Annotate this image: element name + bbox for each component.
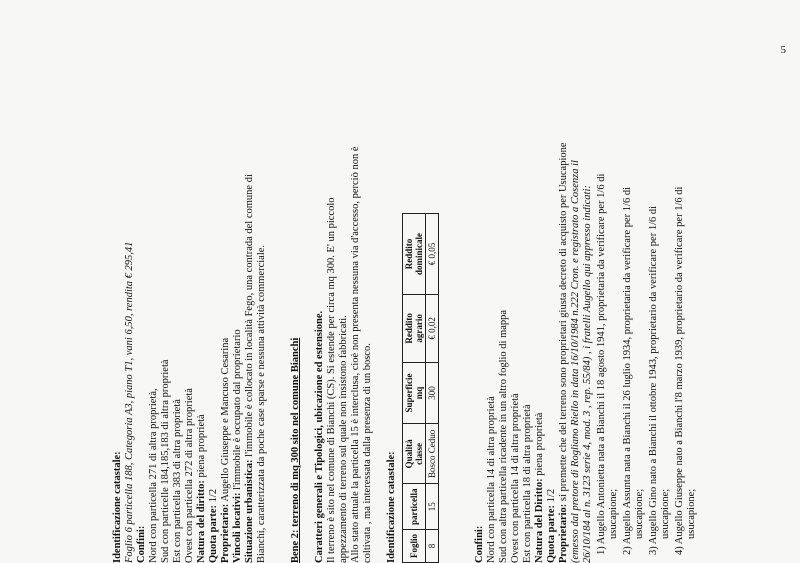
heir-item-cont: usucapione; (686, 488, 697, 539)
lot1-vincoli (232, 329, 244, 563)
heir-number: 1) (596, 546, 607, 555)
heir-number: 4) (674, 546, 685, 555)
lot1-confini-title: Confini: (136, 525, 147, 563)
lot2-quota-value: 1/2 (546, 488, 557, 505)
lot1-proprietario-label: Proprietario: (220, 503, 231, 563)
lot1-confine-west: Ovest con particella 272 di altra proprietà (184, 388, 195, 563)
lot1-confine-north: Nord con particella 271 di altra proprietà, (148, 388, 159, 563)
lot2-confini-title: Confini: (474, 525, 485, 563)
heir-number: 2) (622, 546, 633, 555)
lot2-quota-label: Quota parte: (546, 504, 557, 563)
col-reddito-dominicale: Reddito dominicale (403, 214, 426, 295)
lot1-natura (196, 414, 208, 563)
heir-item-cont: usucapione; (660, 488, 671, 539)
lot2-proprietario-label: Proprietario: (558, 503, 569, 563)
col-reddito-agrario: Reddito agrario (403, 295, 426, 363)
catasto-header-row (403, 214, 426, 563)
cell-particella: 15 (426, 484, 439, 530)
lot2-caratteri-line: appezzamento di terreno sul quale non insistono fabbricati. (338, 315, 349, 563)
catasto-table (402, 213, 439, 563)
lot1-situazione-value-1: l'immobile è collocato in località Fego, una contrada del comune di (244, 174, 255, 460)
heir-item-cont: usucapione; (634, 488, 645, 539)
lot2-confine-east: Est con particella 18 di altra proprietà (522, 404, 533, 563)
heir-text: Augello Antonietta nata a Bianchi il 18 agosto 1941, proprietaria da verificare per 1/6 di (596, 173, 607, 545)
lot2-ident-title: Identificazione catastale: (386, 451, 397, 563)
lot1-ident-value: Foglio 6 particella 188, Categoria A3, piano T1, vani 6,50, rendita € 295,41 (124, 241, 135, 563)
cell-foglio: 8 (426, 530, 439, 563)
lot2-proprietario-line: (emesso dal pretore di Rogliano Riello in data 16/10/1984 n.222 Cron. e registrato a Cosenza il (570, 160, 581, 563)
lot1-quota-value: 1/2 (208, 488, 219, 505)
lot1-natura-value: piena proprietà (196, 414, 207, 481)
heir-item-cont: usucapione; (608, 488, 619, 539)
lot1-proprietario-value: Augello Giuseppe e Mancuso Cesarina (220, 337, 231, 504)
lot1-vincoli-value: l'immobile è occupato dal proprietario (232, 329, 243, 493)
lot2-caratteri-title: Caratteri generali e Tipologici, ubicazione ed estensione. (314, 310, 325, 563)
lot1-ident-title: Identificazione catastale: (112, 451, 123, 563)
lot1-natura-label: Natura del diritto: (196, 480, 207, 563)
lot1-proprietario (220, 338, 232, 563)
lot2-proprietario (558, 142, 570, 563)
lot1-vincoli-label: Vincoli locativi: (232, 492, 243, 563)
lot2-confine-west: Ovest con particella 14 di altra proprietà (510, 393, 521, 563)
heir-text: Augello Giuseppe nato a Bianchi l'8 marzo 1939, proprietario da verificare per 1/6 di (674, 186, 685, 545)
heir-item (596, 174, 608, 555)
col-particella: particella (403, 484, 426, 530)
lot2-proprietario-line: si premette che del terreno sono proprietari giusta decreto di acquisto per Usucapione (558, 142, 569, 504)
heir-item (674, 187, 686, 555)
cell-reddito-agrario: € 0,02 (426, 295, 439, 363)
lot1-confine-south: Sud con particelle 184,185,183 di altra proprietà (160, 359, 171, 563)
lot1-quota (208, 489, 220, 563)
heir-text: Augello Assunta nata a Bianchi il 26 luglio 1934, proprietaria da verificare per 1/6 di (622, 187, 633, 545)
cell-reddito-dominicale: € 0,05 (426, 214, 439, 295)
lot2-natura-value: piena proprietà (534, 412, 545, 479)
lot2-quota (546, 489, 558, 563)
col-foglio: Foglio (403, 530, 426, 563)
cell-qualita: Bosco Ceduo (426, 424, 439, 484)
lot1-situazione (244, 174, 256, 563)
heir-item (622, 187, 634, 555)
table-row (426, 214, 439, 563)
lot2-caratteri-line: Allo stato attuale la particella 15 è interclusa, cioè non presenta nessuna via d'accesso, perciò non è (350, 146, 361, 563)
lot2-title: Bene 2: terreno di mq 300 sito nel comune Bianchi (290, 337, 301, 563)
heir-text: Augello Gino nato a Bianchi il ottobre 1943, proprietario da verificare per 1/6 di (648, 205, 659, 545)
lot2-proprietario-line: 26/10/184 al n. 3123 serie 4, mod. 3 , rep. 55/84) , i fratelli Augello qui appresso indicati: (582, 185, 593, 563)
lot2-caratteri-line: Il terreno è sito nel comune di Bianchi (CS). Si estende per circa mq 300. E' un piccolo (326, 197, 337, 563)
lot2-confine-north: Nord con particella 14 di altra proprietà (486, 396, 497, 563)
page-number: 5 (780, 44, 786, 56)
lot2-caratteri-line: coltivata , ma interessata dalla presenza di un bosco. (362, 343, 373, 563)
heir-item (648, 206, 660, 555)
lot2-confine-south: Sud con altra particella ricadente in un altro foglio di mappa (498, 309, 509, 563)
heir-number: 3) (648, 546, 659, 555)
cell-superficie: 300 (426, 362, 439, 424)
lot1-situazione-label: Situazione urbanistica: (244, 459, 255, 563)
lot1-confine-east: Est con particella 383 di altra proprietà (172, 399, 183, 563)
lot1-situazione-line2: Bianchi, caratterizzata da poche case sparse e nessuna attività commerciale. (256, 244, 267, 563)
col-qualita: Qualità classe (403, 424, 426, 484)
col-superficie: Superficie mq (403, 362, 426, 424)
lot1-quota-label: Quota parte: (208, 504, 219, 563)
lot2-natura-label: Natura del Diritto: (534, 478, 545, 563)
lot2-natura (534, 413, 546, 563)
